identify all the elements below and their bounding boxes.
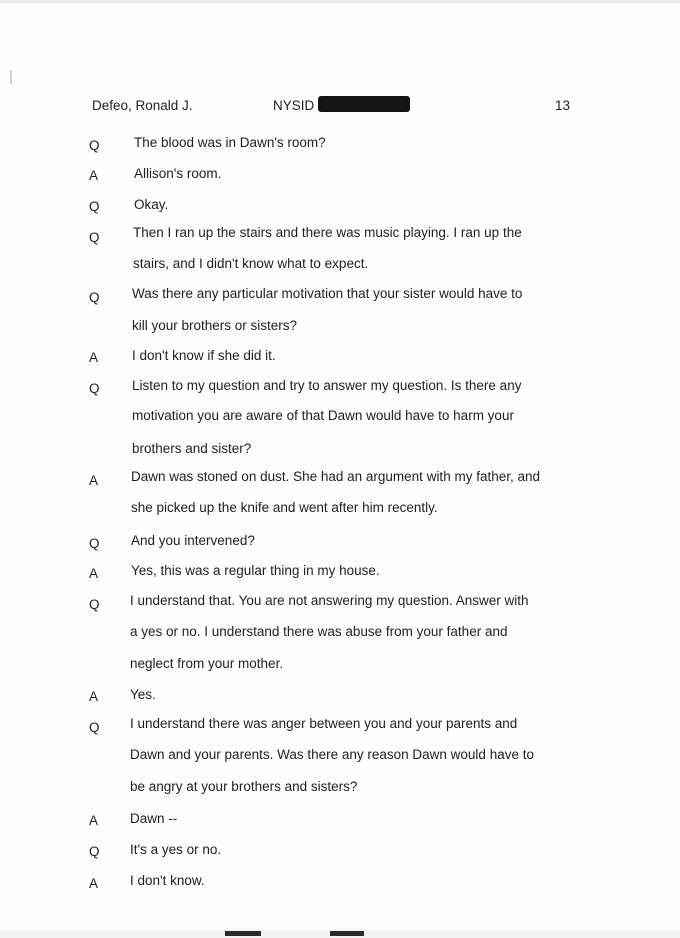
defendant-name: Defeo, Ronald J. [92,98,193,113]
transcript-line: Listen to my question and try to answer my question. Is there any [132,378,522,393]
transcript-line: Dawn and your parents. Was there any reason Dawn would have to [130,747,534,762]
speaker-label: A [89,689,99,704]
speaker-label: Q [89,290,100,305]
transcript-line: Yes, this was a regular thing in my house. [131,563,380,578]
scan-margin-mark [10,70,12,84]
transcript-line: It's a yes or no. [130,842,222,857]
transcript-line: neglect from your mother. [130,656,284,671]
transcript-line: motivation you are aware of that Dawn would have to harm your [132,408,514,423]
speaker-label: Q [89,536,100,551]
transcript-line: I don't know. [130,873,205,888]
redaction-bar [318,96,410,112]
transcript-line: stairs, and I didn't know what to expect. [133,256,369,271]
scan-binding-mark [330,931,364,936]
transcript-line: brothers and sister? [132,441,252,456]
transcript-line: And you intervened? [131,533,255,548]
speaker-label: Q [89,230,100,245]
page-number: 13 [555,98,571,113]
transcript-line: Allison's room. [134,166,222,181]
speaker-label: Q [89,844,100,859]
transcript-line: Then I ran up the stairs and there was music playing. I ran up the [133,225,522,240]
speaker-label: A [89,813,99,828]
transcript-line: Dawn was stoned on dust. She had an argument with my father, and [131,469,540,484]
transcript-line: Okay. [134,197,169,212]
speaker-label: Q [89,138,100,153]
transcript-line: The blood was in Dawn's room? [134,135,326,150]
transcript-line: Was there any particular motivation that your sister would have to [132,286,523,301]
speaker-label: A [89,566,99,581]
transcript-line: a yes or no. I understand there was abuse from your father and [130,624,508,639]
transcript-line: be angry at your brothers and sisters? [130,779,358,794]
transcript-line: Yes. [130,687,156,702]
speaker-label: Q [89,199,100,214]
speaker-label: A [89,350,99,365]
transcript-line: I don't know if she did it. [132,348,276,363]
scan-binding-mark [225,931,261,936]
transcript-line: Dawn -- [130,811,178,826]
transcript-line: kill your brothers or sisters? [132,318,298,333]
speaker-label: A [89,876,99,891]
nysid-label: NYSID [273,98,315,113]
speaker-label: Q [89,381,100,396]
speaker-label: A [89,168,99,183]
speaker-label: Q [89,597,100,612]
speaker-label: A [89,473,99,488]
transcript-line: I understand that. You are not answering my question. Answer with [130,593,529,608]
scan-top-edge [0,0,680,3]
speaker-label: Q [89,720,100,735]
transcript-line: she picked up the knife and went after him recently. [131,500,438,515]
transcript-line: I understand there was anger between you and your parents and [130,716,518,731]
